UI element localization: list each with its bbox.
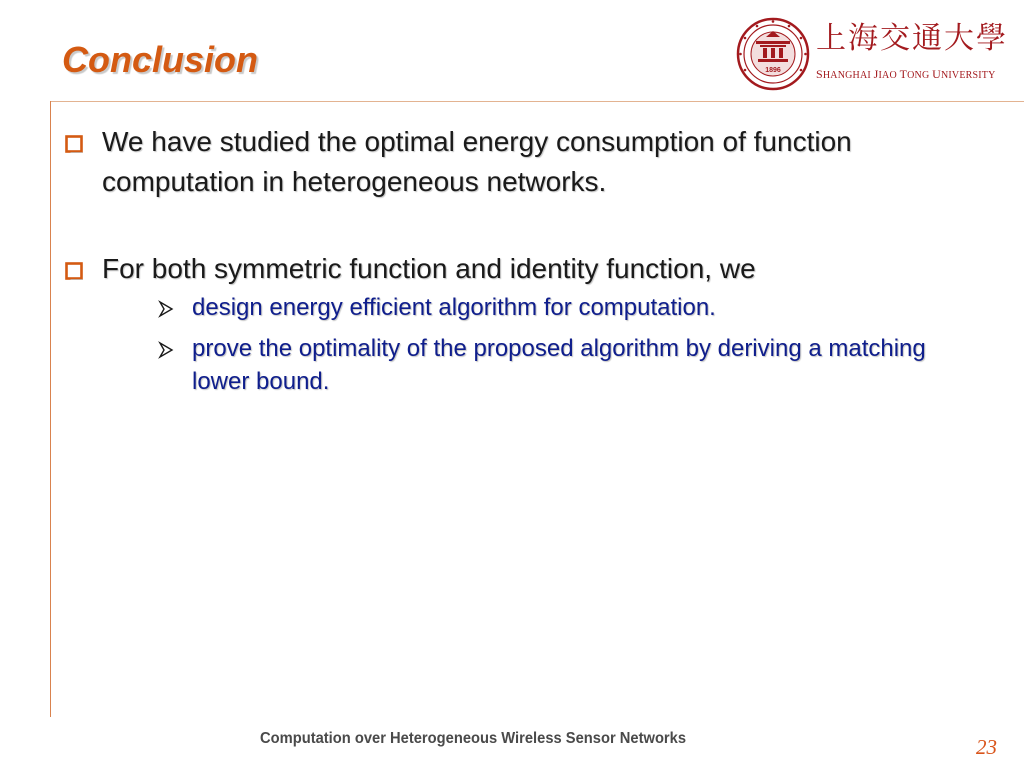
- sub-bullet-item: [102, 291, 962, 324]
- page-number: 23: [976, 735, 997, 759]
- bullet-item: [62, 249, 962, 398]
- checkbox-square-icon: [65, 262, 83, 280]
- left-divider: [50, 101, 51, 717]
- logo-word-part: NIVERSITY: [940, 70, 996, 81]
- logo-letter: T: [899, 67, 908, 81]
- seal-year: 1896: [765, 67, 781, 74]
- logo-letter: S: [816, 67, 823, 81]
- logo-word-part: HANGHAI: [822, 70, 874, 81]
- slide-body: [62, 122, 962, 398]
- bullet-text: We have studied the optimal energy consumption of function computation in heterogeneous networks.: [102, 126, 852, 197]
- bullet-text: For both symmetric function and identity function, we: [102, 253, 756, 284]
- logo-chinese-name: 上海交通大學: [816, 21, 1008, 56]
- logo-letter: U: [932, 67, 941, 81]
- sub-bullet-text: prove the optimality of the proposed algorithm by deriving a matching lower bound.: [192, 335, 926, 395]
- sub-bullet-list: [102, 291, 962, 398]
- arrow-right-icon: [157, 300, 175, 318]
- header-divider: [50, 101, 1024, 102]
- university-logo: [736, 17, 1008, 93]
- logo-letter: J: [873, 67, 879, 81]
- slide-title: Conclusion: [62, 39, 258, 80]
- university-seal-icon: [736, 17, 810, 91]
- logo-word-part: IAO: [878, 70, 900, 81]
- checkbox-square-icon: [65, 135, 83, 153]
- bullet-item: [62, 122, 962, 202]
- slide-footer: Computation over Heterogeneous Wireless Sensor Networks: [260, 730, 687, 747]
- logo-english-name: [816, 67, 996, 83]
- arrow-right-icon: [157, 341, 175, 359]
- sub-bullet-item: [102, 332, 962, 398]
- logo-word-part: ONG: [907, 70, 933, 81]
- sub-bullet-text: design energy efficient algorithm for computation.: [192, 294, 716, 321]
